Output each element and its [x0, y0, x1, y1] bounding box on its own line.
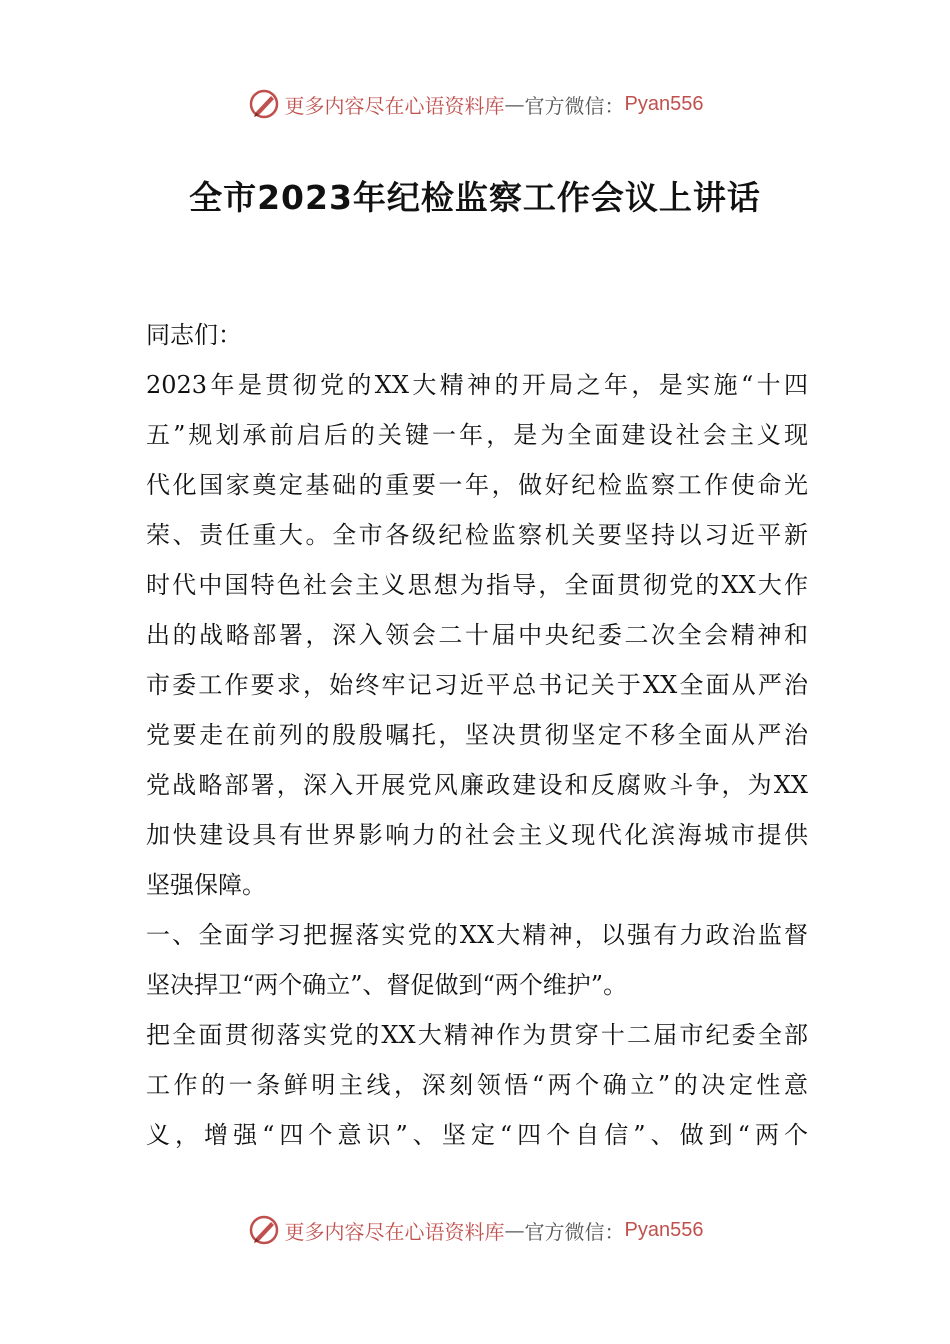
document-title: 全市2023年纪检监察工作会议上讲话	[189, 178, 761, 217]
watermark-wechat-id: Pyan556	[624, 92, 704, 115]
watermark-label: 官方微信：	[524, 93, 625, 118]
pen-logo-icon	[247, 87, 281, 121]
paragraph-line: 市委工作要求，始终牢记习近平总书记关于XX全面从严治	[146, 671, 808, 699]
paragraph-line: 时代中国特色社会主义思想为指导，全面贯彻党的XX大作	[146, 571, 808, 599]
paragraph-line: 工作的一条鲜明主线，深刻领悟“两个确立”的决定性意	[146, 1071, 808, 1099]
paragraph-line: 义，增强“四个意识”、坚定“四个自信”、做到“两个	[146, 1121, 808, 1149]
watermark-wechat-id: Pyan556	[624, 1218, 704, 1241]
paragraph-line: 出的战略部署，深入领会二十届中央纪委二次全会精神和	[146, 621, 808, 649]
paragraph-line: 坚强保障。	[146, 871, 266, 899]
section-heading-line: 坚决捍卫“两个确立”、督促做到“两个维护”。	[146, 971, 628, 999]
paragraph-line: 代化国家奠定基础的重要一年，做好纪检监察工作使命光	[146, 471, 808, 499]
watermark-separator: —	[504, 92, 525, 116]
footer-watermark	[0, 1210, 950, 1250]
paragraph-line: 党战略部署，深入开展党风廉政建设和反腐败斗争，为XX	[146, 771, 808, 799]
paragraph-line: 党要走在前列的殷殷嘱托，坚决贯彻坚定不移全面从严治	[146, 721, 808, 749]
pen-logo-icon	[247, 1213, 281, 1247]
document-body	[146, 310, 808, 1160]
section-heading-line: 一、全面学习把握落实党的XX大精神，以强有力政治监督	[146, 921, 808, 949]
paragraph-line: 同志们：	[146, 321, 242, 349]
watermark-separator: —	[504, 1218, 525, 1242]
watermark-text: 更多内容尽在心语资料库	[284, 1219, 505, 1244]
paragraph-line: 荣、责任重大。全市各级纪检监察机关要坚持以习近平新	[146, 521, 808, 549]
paragraph-line: 加快建设具有世界影响力的社会主义现代化滨海城市提供	[146, 821, 808, 849]
paragraph-line: 把全面贯彻落实党的XX大精神作为贯穿十二届市纪委全部	[146, 1021, 808, 1049]
watermark-label: 官方微信：	[524, 1219, 625, 1244]
header-watermark	[0, 84, 950, 124]
paragraph-line: 五”规划承前启后的关键一年，是为全面建设社会主义现	[146, 421, 808, 449]
watermark-text: 更多内容尽在心语资料库	[284, 93, 505, 118]
paragraph-line: 2023年是贯彻党的XX大精神的开局之年，是实施“十四	[146, 371, 808, 399]
